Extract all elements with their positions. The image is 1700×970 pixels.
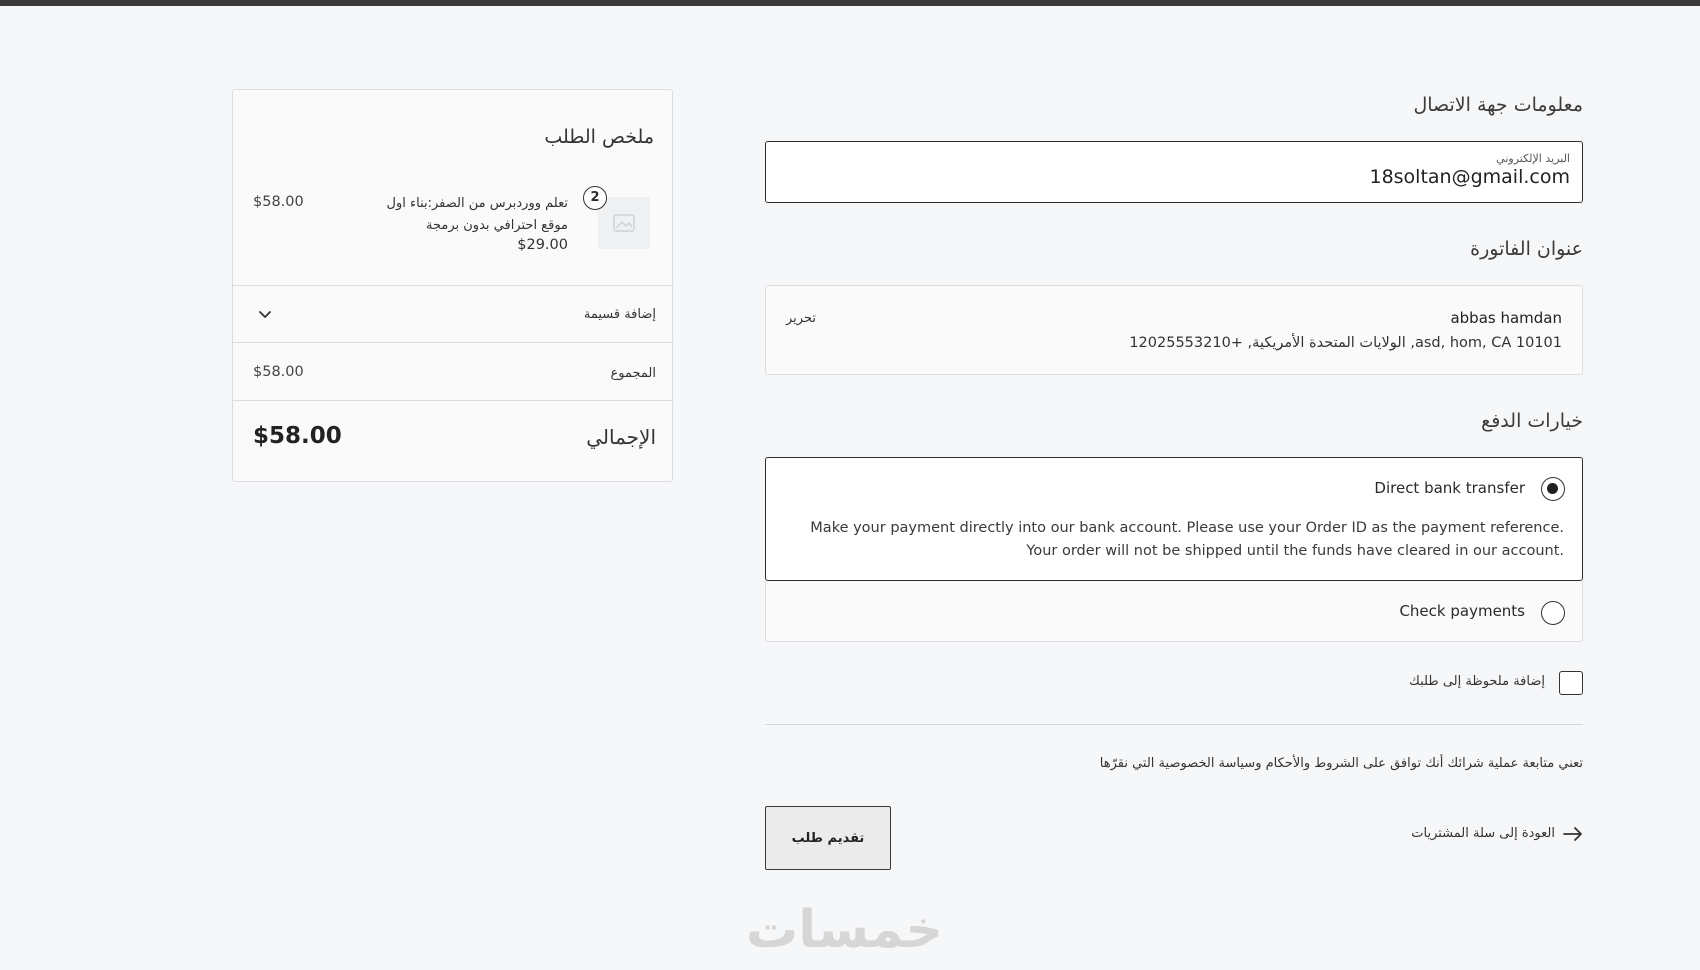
payment-option-label: Direct bank transfer bbox=[1374, 479, 1525, 497]
divider bbox=[765, 724, 1583, 725]
place-order-button[interactable]: تقديم طلب bbox=[765, 806, 891, 870]
checkout-form bbox=[765, 0, 1583, 970]
subtotal-label: المجموع bbox=[610, 366, 656, 381]
billing-name: abbas hamdan bbox=[1450, 309, 1562, 327]
payment-section-title: خيارات الدفع bbox=[1481, 410, 1583, 432]
email-field-label: البريد الإلكتروني bbox=[1496, 152, 1570, 165]
order-summary-title: ملخص الطلب bbox=[544, 126, 654, 148]
billing-address: asd, hom, CA 10101, الولايات المتحدة الأمريكية, +12025553210 bbox=[1129, 335, 1562, 351]
payment-option-label: Check payments bbox=[1399, 602, 1525, 620]
contact-section-title: معلومات جهة الاتصال bbox=[1413, 94, 1583, 116]
total-label: الإجمالي bbox=[586, 425, 656, 449]
total-row bbox=[233, 400, 674, 482]
email-field[interactable] bbox=[765, 141, 1583, 203]
back-to-cart-label: العودة إلى سلة المشتريات bbox=[1411, 826, 1555, 841]
product-unit-price: $29.00 bbox=[517, 237, 568, 253]
product-name: تعلم ووردبرس من الصفر:بناء اول موقع احترافي بدون برمجة bbox=[386, 196, 568, 233]
coupon-label: إضافة قسيمة bbox=[583, 307, 656, 322]
email-field-value[interactable]: 18soltan@gmail.com bbox=[1369, 166, 1570, 188]
radio-unselected-icon[interactable] bbox=[1541, 601, 1565, 625]
quantity-badge: 2 bbox=[583, 186, 607, 210]
subtotal-row bbox=[233, 342, 674, 400]
order-note-label[interactable]: إضافة ملحوظة إلى طلبك bbox=[1409, 674, 1545, 689]
radio-selected-icon[interactable] bbox=[1541, 477, 1565, 501]
billing-section-title: عنوان الفاتورة bbox=[1470, 238, 1583, 260]
payment-option-bank-transfer[interactable] bbox=[765, 457, 1583, 581]
arrow-right-icon bbox=[1563, 827, 1583, 841]
product-line-total: $58.00 bbox=[253, 194, 304, 210]
billing-address-card bbox=[765, 285, 1583, 375]
total-value: $58.00 bbox=[253, 423, 342, 449]
coupon-toggle[interactable] bbox=[233, 285, 674, 342]
chevron-down-icon bbox=[257, 308, 273, 320]
subtotal-value: $58.00 bbox=[253, 364, 304, 380]
back-to-cart-link[interactable] bbox=[1411, 826, 1583, 841]
product-thumbnail bbox=[598, 197, 650, 249]
payment-option-check[interactable] bbox=[765, 581, 1583, 642]
payment-option-description: Make your payment directly into our bank account. Please use your Order ID as the payment reference. Your order will not be shipped until the funds have cleared in our account. bbox=[810, 520, 1564, 559]
image-placeholder-icon bbox=[613, 213, 635, 233]
khamsat-logo-watermark: خمسات bbox=[746, 900, 944, 960]
terms-notice: تعني متابعة عملية شرائك أنك توافق على الشروط والأحكام وسياسة الخصوصية التي نقرّها bbox=[1099, 756, 1583, 771]
checkbox-icon[interactable] bbox=[1559, 671, 1583, 695]
edit-address-link[interactable]: تحرير bbox=[786, 311, 816, 326]
order-summary bbox=[232, 89, 673, 482]
